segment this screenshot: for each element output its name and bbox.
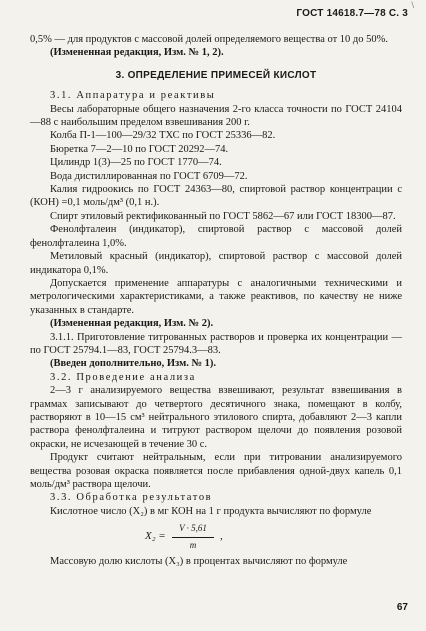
page-number: 67 [396,602,408,613]
page-body [30,33,402,569]
subsection-3-1-1-text: 3.1.1. Приготовление титрованных растворов и проверка их концентрации — по ГОСТ 25794.1—83, ГОСТ 25794.3—83. [30,331,402,356]
subsection-3-2-title: 3.2. Проведение анализа [50,371,196,383]
formula-numerator: V · 5,61 [179,523,207,534]
acid-number-paragraph: Кислотное число (X₂) в мг КОН на 1 г продукта вычисляют по формуле [50,505,372,517]
page-header: ГОСТ 14618.7—78 С. 3 [296,8,408,19]
intro-paragraph: 0,5% — для продуктов с массовой долей определяемого вещества от 10 до 50%. [30,34,389,45]
acid-fraction-paragraph: Массовую долю кислоты (X₃) в процентах вычисляют по формуле [50,556,348,568]
reagent-item: Фенолфталеин (индикатор), спиртовой раствор с массовой долей фенолфталеина 1,0%. [30,224,402,249]
equipment-item: Колба П-1—100—29/32 ТХС по ГОСТ 25336—82. [50,130,276,142]
reagent-item: Калия гидроокись по ГОСТ 24363—80, спиртовой раствор концентрации с (КОН) =0,1 моль/дм³ (0,1 н.). [30,184,402,209]
fraction-bar [172,537,214,538]
allowance-paragraph: Допускается применение аппаратуры с аналогичными техническими и метрологическими характеристиками, а также реактивов, по качеству не ниже указанных в стандарте. [30,277,402,316]
amendment-note: (Измененная редакция, Изм. № 2). [50,318,214,330]
addition-note: (Введен дополнительно, Изм. № 1). [50,358,217,370]
intro-amendment-note: (Измененная редакция, Изм. № 1, 2). [50,47,224,59]
subsection-3-1-title: 3.1. Аппаратура и реактивы [50,90,216,102]
equipment-item: Бюретка 7—2—10 по ГОСТ 20292—74. [50,143,229,155]
neutral-criterion-paragraph: Продукт считают нейтральным, если при титровании анализируемого вещества розовая окраска появляется после прибавления одной-двух капель 0,1 моль/дм³ раствора щелочи. [30,452,402,490]
margin-mark: \ [411,0,414,10]
equipment-item: Вода дистиллированная по ГОСТ 6709—72. [50,170,248,182]
formula-denominator: m [189,539,197,550]
formula-fraction [172,522,214,552]
equipment-item: Цилиндр 1(3)—25 по ГОСТ 1770—74. [50,157,222,169]
reagent-item: Спирт этиловый ректификованный по ГОСТ 5862—67 или ГОСТ 18300—87. [50,210,396,222]
subsection-3-3-title: 3.3. Обработка результатов [50,492,213,504]
acid-number-formula [30,521,402,551]
formula-lhs: X₂ = [145,530,166,543]
section-heading: 3. ОПРЕДЕЛЕНИЕ ПРИМЕСЕЙ КИСЛОТ [115,69,317,81]
formula-end-mark: , [220,530,223,543]
procedure-paragraph: 2—3 г анализируемого вещества взвешивают, результат взвешивания в граммах записывают до четвертого десятичного знака, помещают в колбу, растворяют в 10—15 см³ нейтрального этилового спирта, добавляют 2—3 капли раствора фенолфталеина и титруют раствором щелочи до появления розовой окраски, не исчезающей в течение 30 с. [30,385,402,450]
equipment-item: Весы лабораторные общего назначения 2-го класса точности по ГОСТ 24104—88 с наибольшим пределом взвешивания 200 г. [30,103,402,129]
reagent-item: Метиловый красный (индикатор), спиртовой раствор с массовой долей индикатора 0,1%. [30,251,402,276]
